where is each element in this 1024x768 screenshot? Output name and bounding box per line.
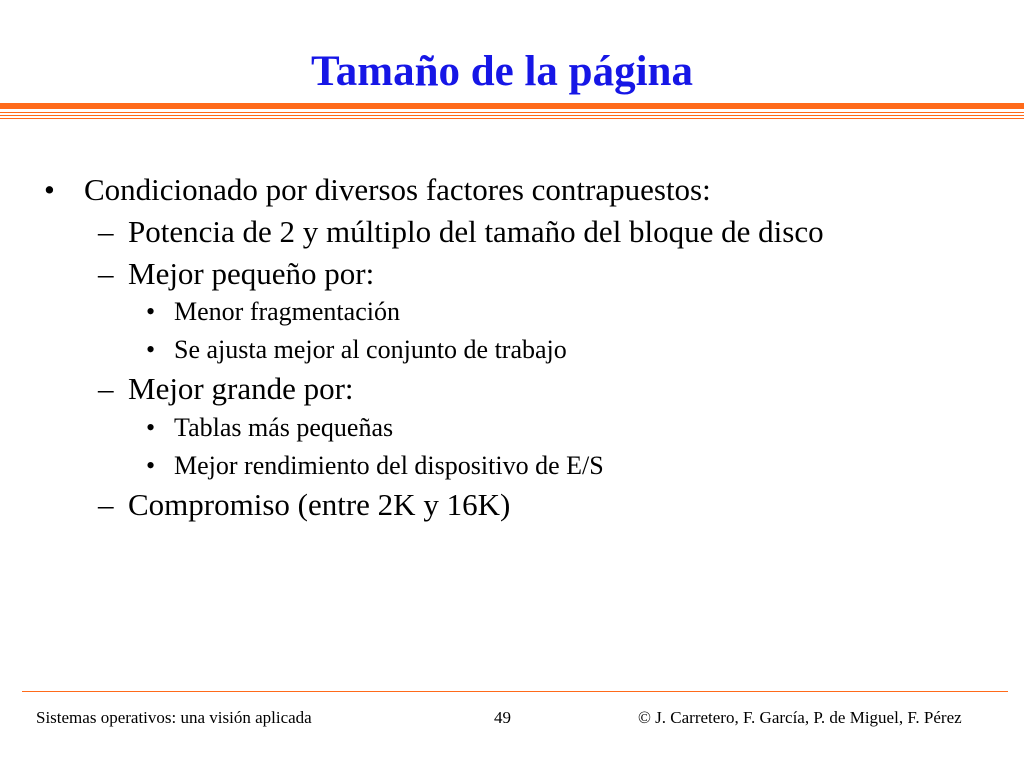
sub-sub-bullet-item: Menor fragmentación — [174, 297, 400, 326]
title-underline — [0, 103, 1024, 121]
title-underline-thin-2 — [0, 115, 1024, 116]
sub-sub-bullet-marker: • — [146, 335, 156, 364]
bullet-item: Condicionado por diversos factores contrapuestos: — [84, 172, 711, 207]
sub-bullet-marker: – — [98, 214, 114, 249]
footer-book-title: Sistemas operativos: una visión aplicada — [36, 708, 312, 727]
sub-sub-bullet-item: Tablas más pequeñas — [174, 413, 394, 442]
sub-bullet-marker: – — [98, 256, 114, 291]
sub-sub-bullet-marker: • — [146, 451, 156, 480]
sub-bullet-item: Mejor grande por: — [128, 371, 354, 406]
sub-bullet-item: Compromiso (entre 2K y 16K) — [128, 487, 511, 522]
footer-authors: © J. Carretero, F. García, P. de Miguel, F. Pérez — [638, 708, 962, 727]
sub-sub-bullet-item: Mejor rendimiento del dispositivo de E/S — [174, 451, 604, 480]
bullet-marker: • — [44, 172, 55, 207]
sub-bullet-marker: – — [98, 487, 114, 522]
sub-sub-bullet-marker: • — [146, 413, 156, 442]
sub-bullet-item: Potencia de 2 y múltiplo del tamaño del bloque de disco — [128, 214, 824, 249]
footer-divider — [22, 691, 1008, 692]
title-underline-thick — [0, 103, 1024, 109]
slide-title: Tamaño de la página — [311, 48, 693, 95]
sub-bullet-marker: – — [98, 371, 114, 406]
title-underline-thin-3 — [0, 118, 1024, 119]
sub-sub-bullet-item: Se ajusta mejor al conjunto de trabajo — [174, 335, 567, 364]
title-underline-thin-1 — [0, 112, 1024, 113]
sub-bullet-item: Mejor pequeño por: — [128, 256, 375, 291]
page-number: 49 — [494, 708, 511, 727]
sub-sub-bullet-marker: • — [146, 297, 156, 326]
